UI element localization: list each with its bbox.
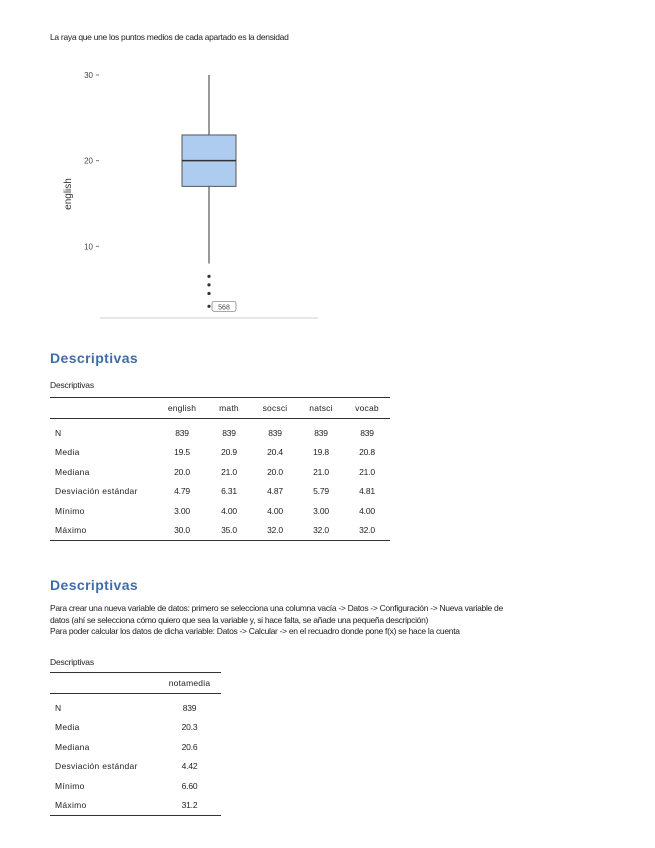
table-row — [50, 796, 221, 816]
section-title: Descriptivas — [50, 577, 139, 593]
table-cell: 32.0 — [267, 525, 283, 536]
table-header-row — [50, 398, 390, 419]
table-cell: 31.2 — [181, 800, 198, 811]
table-caption: Descriptivas — [50, 380, 94, 390]
row-label: N — [55, 702, 62, 713]
table-cell: 35.0 — [221, 525, 237, 536]
table-cell: 20.9 — [221, 447, 237, 458]
table-cell: 839 — [175, 427, 189, 438]
row-label: Mediana — [55, 741, 90, 752]
row-label: Media — [55, 722, 80, 733]
table-cell: 4.00 — [267, 505, 283, 516]
y-tick-label: 10 — [84, 242, 93, 252]
paragraph-line: datos (ahí se selecciona cómo quiero que sea la variable y, si hace falta, se añade una pequeña descripción) — [50, 614, 429, 625]
table-row — [50, 776, 221, 796]
table-cell: 19.8 — [313, 447, 329, 458]
outlier-point — [207, 275, 210, 278]
boxplot-chart — [50, 60, 330, 325]
table-cell: 19.5 — [174, 447, 190, 458]
table-cell: 20.3 — [181, 722, 198, 733]
section-title: Descriptivas — [50, 350, 139, 366]
table-cell: 839 — [360, 427, 374, 438]
table-cell: 20.8 — [359, 447, 375, 458]
table-row — [50, 737, 221, 757]
row-label: Máximo — [55, 525, 87, 536]
column-header: notamedia — [168, 678, 211, 688]
table-cell: 21.0 — [313, 466, 329, 477]
y-tick-label: 20 — [84, 156, 93, 166]
column-header: vocab — [355, 403, 379, 413]
y-axis-label: english — [63, 178, 74, 210]
row-label: Desviación estándar — [55, 761, 138, 772]
y-tick-label: 30 — [84, 71, 93, 80]
table-caption: Descriptivas — [50, 657, 94, 667]
table-row — [50, 501, 390, 521]
row-label: Mediana — [55, 466, 90, 477]
table-row — [50, 694, 221, 718]
row-label: Mínimo — [55, 505, 85, 516]
table-cell: 6.31 — [221, 486, 237, 497]
outlier-label: 568 — [218, 304, 230, 312]
table-cell: 21.0 — [359, 466, 375, 477]
row-label: Media — [55, 447, 80, 458]
notamedia-table — [50, 672, 221, 816]
row-label: Desviación estándar — [55, 486, 138, 497]
table-cell: 30.0 — [174, 525, 190, 536]
table-cell: 4.00 — [359, 505, 375, 516]
table-cell: 32.0 — [313, 525, 329, 536]
table-cell: 32.0 — [359, 525, 375, 536]
table-cell: 6.60 — [181, 780, 198, 791]
table-cell: 20.6 — [181, 741, 198, 752]
table-header-row — [50, 673, 221, 694]
table-cell: 839 — [314, 427, 328, 438]
column-header: natsci — [309, 403, 333, 413]
table-cell: 3.00 — [313, 505, 329, 516]
table-row — [50, 521, 390, 541]
table-cell: 4.79 — [174, 486, 190, 497]
table-cell: 839 — [222, 427, 236, 438]
table-cell: 4.81 — [359, 486, 375, 497]
table-cell: 4.87 — [267, 486, 283, 497]
table-cell: 4.42 — [181, 761, 198, 772]
table-cell: 20.4 — [267, 447, 283, 458]
table-row — [50, 757, 221, 777]
row-label: N — [55, 427, 62, 438]
paragraph-line: Para crear una nueva variable de datos: primero se selecciona una columna vacía -> Datos -> Configuración -> Nueva variable de — [50, 603, 503, 613]
column-header: english — [167, 403, 197, 413]
table-row — [50, 482, 390, 502]
top-note: La raya que une los puntos medios de cada apartado es la densidad — [50, 32, 289, 42]
outlier-point — [207, 283, 210, 286]
row-label: Mínimo — [55, 780, 85, 791]
table-cell: 3.00 — [174, 505, 190, 516]
descriptives-table — [50, 397, 390, 541]
table-cell: 20.0 — [267, 466, 283, 477]
table-cell: 5.79 — [313, 486, 329, 497]
table-cell: 21.0 — [221, 466, 237, 477]
table-cell: 4.00 — [221, 505, 237, 516]
instructions-paragraph — [50, 603, 610, 638]
table-row — [50, 718, 221, 738]
column-header: math — [219, 403, 239, 413]
outlier-point — [207, 292, 210, 295]
column-header: socsci — [262, 403, 288, 413]
table-cell: 839 — [268, 427, 282, 438]
row-label-header — [50, 398, 158, 419]
row-label: Máximo — [55, 800, 87, 811]
outlier-point — [207, 305, 210, 308]
table-row — [50, 462, 390, 482]
row-label-header — [50, 673, 158, 694]
table-row — [50, 443, 390, 463]
table-row — [50, 419, 390, 443]
table-cell: 20.0 — [174, 466, 190, 477]
table-cell: 839 — [182, 702, 197, 713]
paragraph-line: Para poder calcular los datos de dicha variable: Datos -> Calcular -> en el recuadro donde pone f(x) se hace la cuenta — [50, 626, 460, 636]
